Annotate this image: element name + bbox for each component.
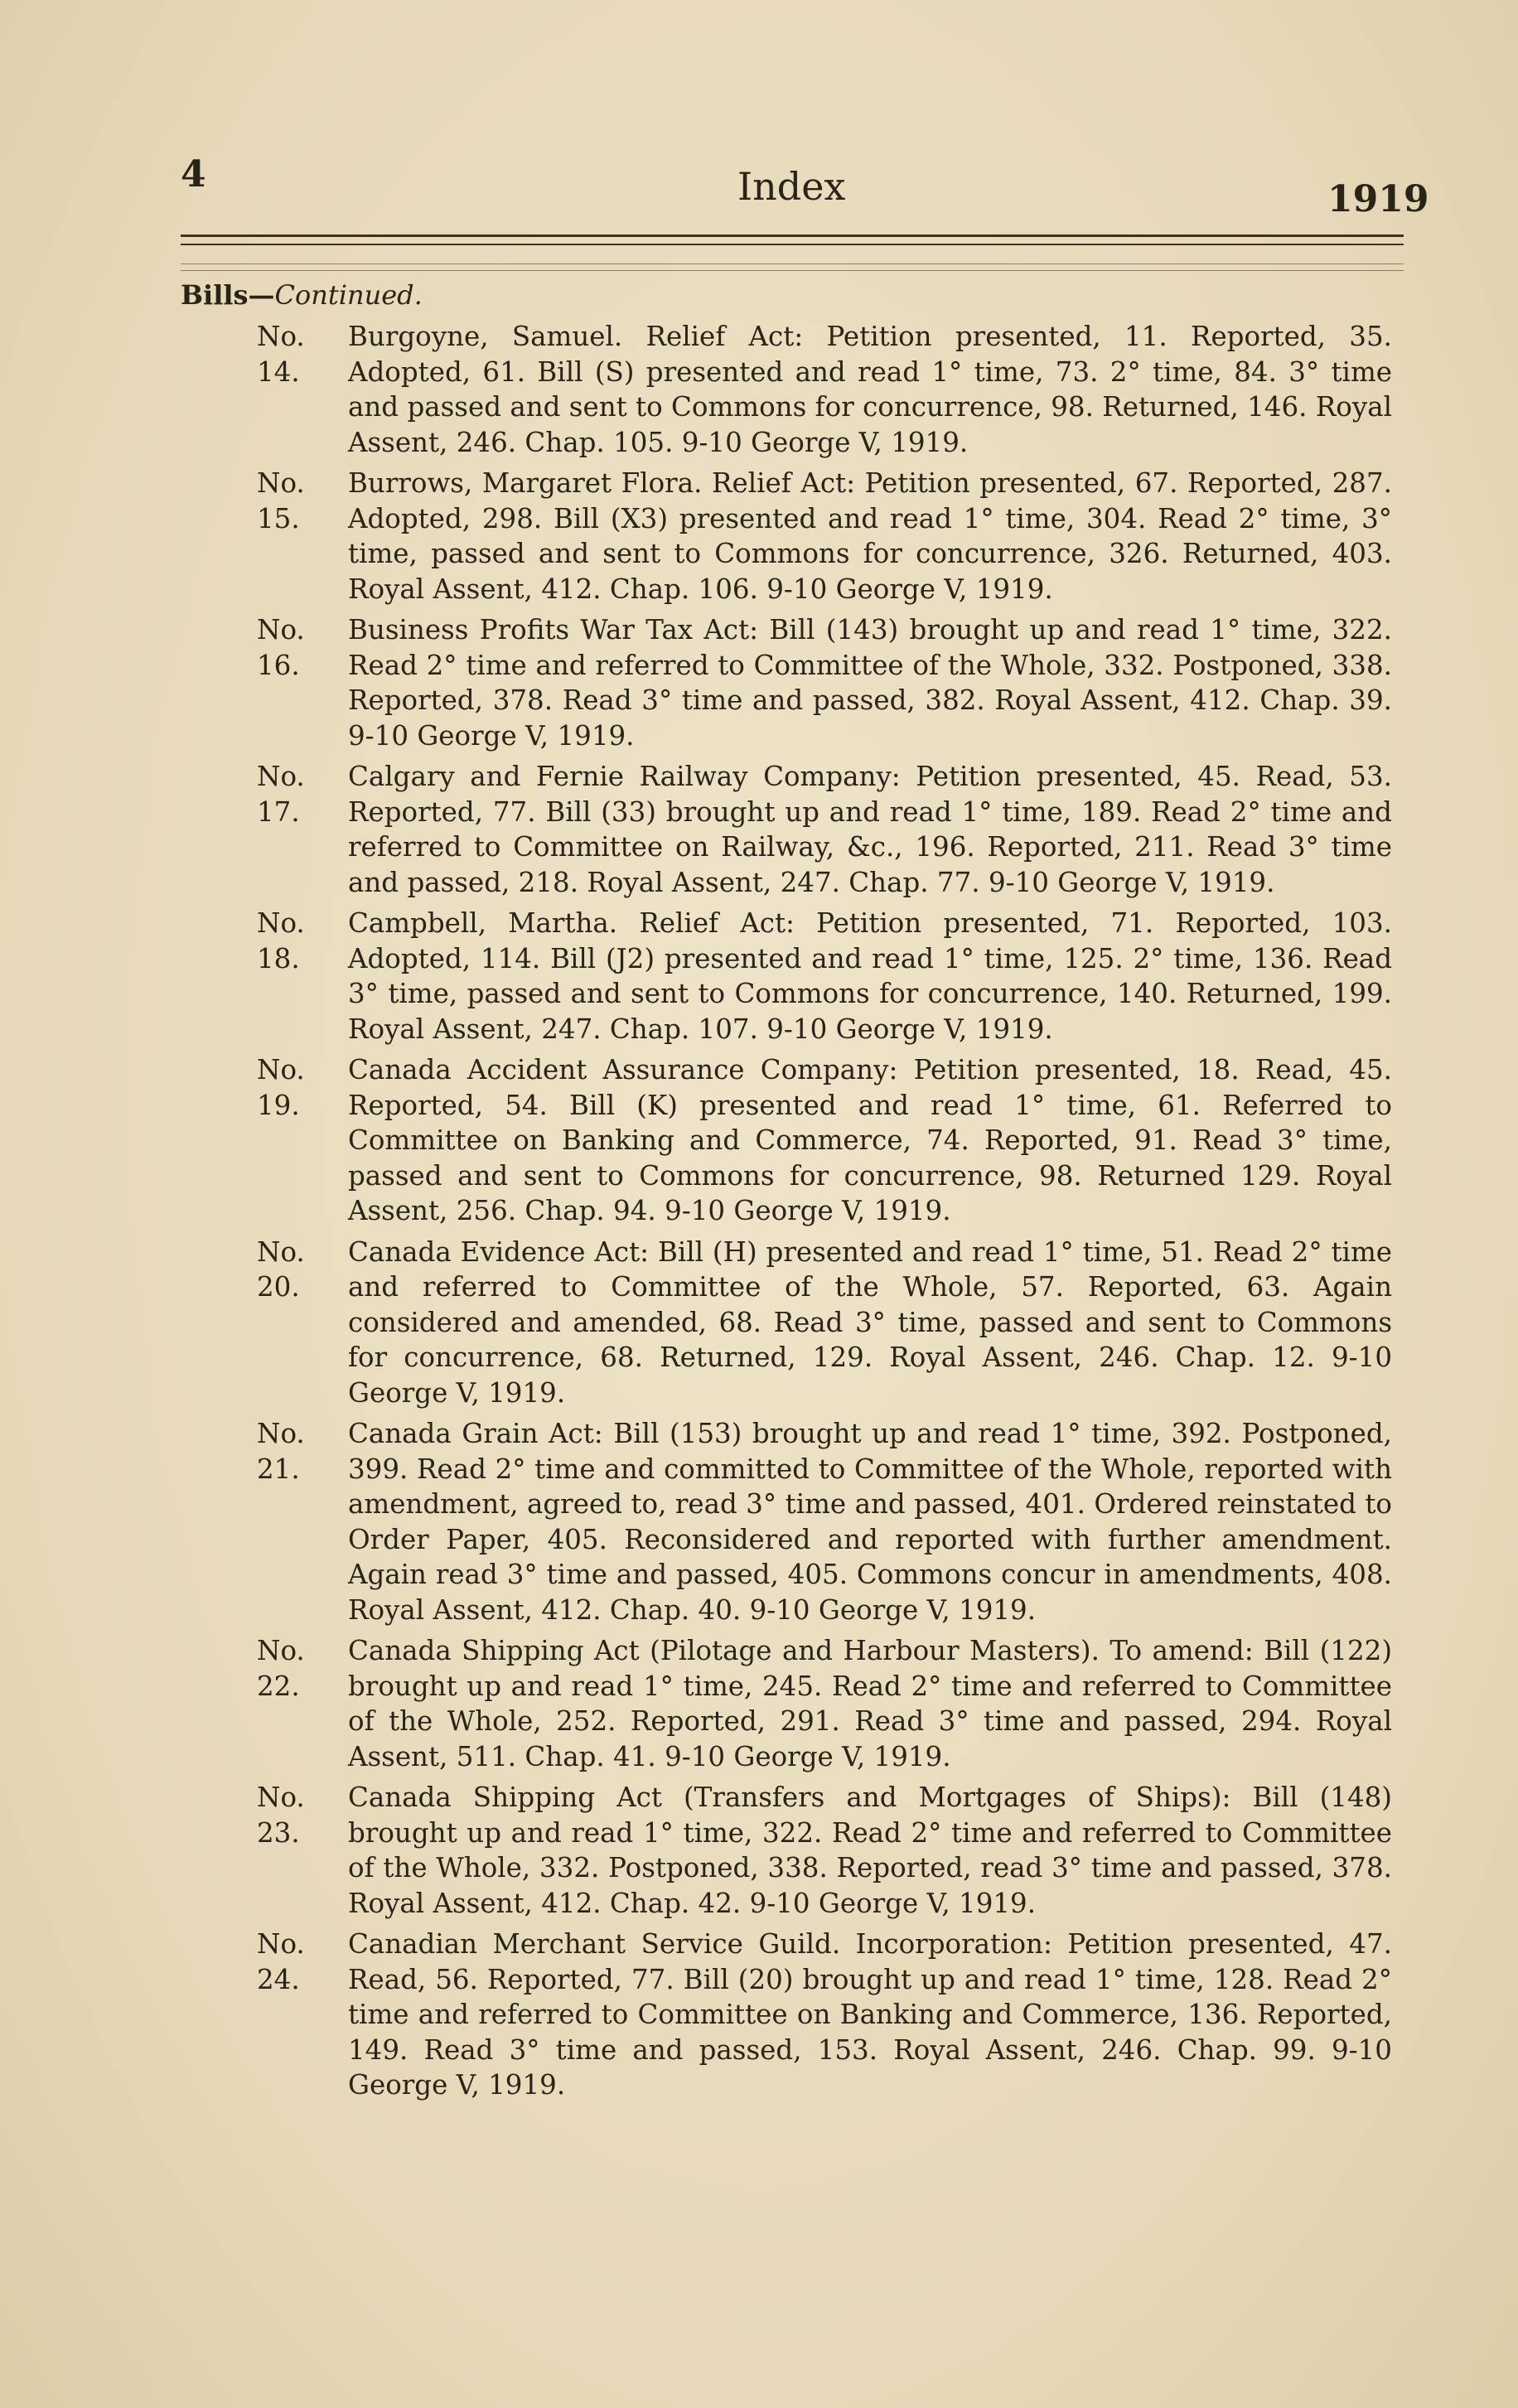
bill-entry	[257, 1052, 1392, 1229]
section-heading	[181, 279, 423, 311]
entry-number: No. 14.	[257, 321, 305, 388]
entry-text: Canada Accident Assurance Company: Petition presented, 18. Read, 45. Reported, 54. Bill (K) presented and read 1° time, 61. Referred to Committee on Banking and Commerce, 74. Reported, 91. Read 3° time, passed and sent to Commons for concurrence, 98. Returned 129. Royal Assent, 256. Chap. 94. 9-10 George V, 1919.	[348, 1054, 1392, 1226]
page-number: 4	[181, 153, 206, 196]
bill-entry	[257, 319, 1392, 460]
entry-text: Canadian Merchant Service Guild. Incorporation: Petition presented, 47. Read, 56. Reported, 77. Bill (20) brought up and read 1° time, 128. Read 2° time and referred to Committee on Banking and Commerce, 136. Reported, 149. Read 3° time and passed, 153. Royal Assent, 246. Chap. 99. 9-10 George V, 1919.	[348, 1928, 1392, 2101]
entry-number: No. 18.	[257, 907, 305, 974]
entry-number: No. 20.	[257, 1235, 305, 1303]
bill-entry	[257, 1780, 1392, 1921]
entry-text: Canada Shipping Act (Transfers and Mortgages of Ships): Bill (148) brought up and read 1° time, 322. Read 2° time and referred to Committee of the Whole, 332. Postponed, 338. Reported, read 3° time and passed, 378. Royal Assent, 412. Chap. 42. 9-10 George V, 1919.	[348, 1782, 1392, 1919]
bill-entry	[257, 1235, 1392, 1411]
section-heading-label: Bills	[181, 279, 249, 311]
entry-text: Calgary and Fernie Railway Company: Petition presented, 45. Read, 53. Reported, 77. Bill (33) brought up and read 1° time, 189. Read 2° time and referred to Committee on Railway, &c., 196. Reported, 211. Read 3° time and passed, 218. Royal Assent, 247. Chap. 77. 9-10 George V, 1919.	[348, 761, 1392, 898]
entry-text: Business Profits War Tax Act: Bill (143) brought up and read 1° time, 322. Read 2° time and referred to Committee of the Whole, 332. Postponed, 338. Reported, 378. Read 3° time and passed, 382. Royal Assent, 412. Chap. 39. 9-10 George V, 1919.	[348, 614, 1392, 752]
entry-number: No. 19.	[257, 1054, 305, 1121]
header-rule-light-2	[181, 270, 1404, 271]
page-year: 1919	[1327, 178, 1429, 220]
entry-number: No. 16.	[257, 614, 305, 681]
entry-text: Burgoyne, Samuel. Relief Act: Petition presented, 11. Reported, 35. Adopted, 61. Bill (S) presented and read 1° time, 73. 2° time, 84. 3° time and passed and sent to Commons for concurrence, 98. Returned, 146. Royal Assent, 246. Chap. 105. 9-10 George V, 1919.	[348, 321, 1392, 458]
page-title: Index	[737, 164, 846, 209]
entry-text: Campbell, Martha. Relief Act: Petition presented, 71. Reported, 103. Adopted, 114. Bill (J2) presented and read 1° time, 125. 2° time, 136. Read 3° time, passed and sent to Commons for concurrence, 140. Returned, 199. Royal Assent, 247. Chap. 107. 9-10 George V, 1919.	[348, 907, 1392, 1045]
bill-entry	[257, 612, 1392, 753]
bill-entry	[257, 1416, 1392, 1627]
section-heading-dash: —	[248, 279, 275, 311]
entry-number: No. 24.	[257, 1928, 305, 1995]
bill-entry	[257, 759, 1392, 900]
bill-entry	[257, 1633, 1392, 1774]
entry-number: No. 23.	[257, 1782, 305, 1849]
entry-text: Canada Evidence Act: Bill (H) presented and read 1° time, 51. Read 2° time and referred to Committee of the Whole, 57. Reported, 63. Again considered and amended, 68. Read 3° time, passed and sent to Commons for concurrence, 68. Returned, 129. Royal Assent, 246. Chap. 12. 9-10 George V, 1919.	[348, 1235, 1392, 1409]
entry-number: No. 17.	[257, 761, 305, 828]
bill-entries-list	[257, 319, 1392, 2109]
header-rule-thin	[181, 244, 1404, 245]
bill-entry	[257, 1927, 1392, 2103]
entry-number: No. 21.	[257, 1418, 305, 1485]
entry-text: Burrows, Margaret Flora. Relief Act: Petition presented, 67. Reported, 287. Adopted, 298. Bill (X3) presented and read 1° time, 304. Read 2° time, 3° time, passed and sent to Commons for concurrence, 326. Returned, 403. Royal Assent, 412. Chap. 106. 9-10 George V, 1919.	[348, 467, 1392, 605]
bill-entry	[257, 906, 1392, 1047]
header-rule-thick	[181, 235, 1404, 237]
entry-number: No. 22.	[257, 1635, 305, 1702]
entry-text: Canada Shipping Act (Pilotage and Harbour Masters). To amend: Bill (122) brought up and read 1° time, 245. Read 2° time and referred to Committee of the Whole, 252. Reported, 291. Read 3° time and passed, 294. Royal Assent, 511. Chap. 41. 9-10 George V, 1919.	[348, 1635, 1392, 1772]
entry-text: Canada Grain Act: Bill (153) brought up and read 1° time, 392. Postponed, 399. Read 2° time and committed to Committee of the Whole, reported with amendment, agreed to, read 3° time and passed, 401. Ordered reinstated to Order Paper, 405. Reconsidered and reported with further amendment. Again read 3° time and passed, 405. Commons concur in amendments, 408. Royal Assent, 412. Chap. 40. 9-10 George V, 1919.	[348, 1418, 1392, 1626]
section-heading-continued: Continued.	[274, 279, 423, 311]
entry-number: No. 15.	[257, 467, 305, 534]
bill-entry	[257, 466, 1392, 607]
